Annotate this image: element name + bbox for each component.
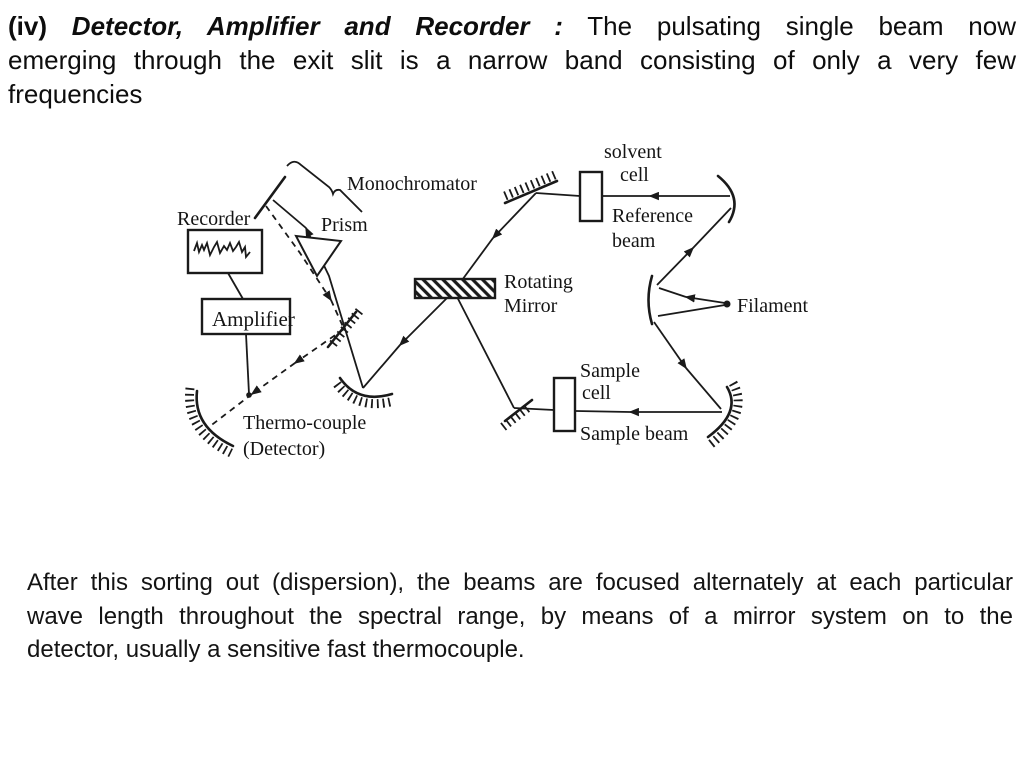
prism-shape [296,236,341,276]
recorder-label: Recorder [177,208,251,230]
heading-line-2: emerging through the exit slit is a narrow band consisting of only a very few [8,45,1016,75]
prism-label: Prism [321,214,368,236]
monochromator-label: Monochromator [347,173,477,195]
sample-cell-label-1: Sample [580,360,640,382]
heading-line1-rest: The pulsating single beam now [587,11,1016,41]
solvent-cell-label-2: cell [620,164,649,186]
recorder-box [188,230,262,273]
solvent-cell-shape [580,172,602,221]
body-paragraph [27,566,1013,667]
filament-dot [724,301,731,308]
solvent-cell-label-1: solvent [604,141,662,163]
sample-cell-label-2: cell [582,382,611,404]
heading-line-1 [8,9,1016,43]
monochromator-curved-mirror [337,378,394,404]
monochromator-entrance-mirror [255,177,285,218]
heading-paragraph [8,9,1016,111]
heading-line-3: frequencies [8,79,143,109]
rotating-mirror-label-1: Rotating [504,271,573,293]
body-line-2: wave length throughout the spectral range, by means of a mirror system on to the [27,602,1013,630]
filament-label: Filament [737,295,809,317]
reference-beam-label-1: Reference [612,205,694,227]
rotating-mirror [415,279,495,298]
wires [228,273,252,398]
body-line-3: detector, usually a sensitive fast thermocouple. [27,636,525,663]
heading-marker: (iv) [8,11,47,41]
thermocouple-label-2: (Detector) [243,438,326,460]
body-line-1: After this sorting out (dispersion), the beams are focused alternately at each particular [27,569,1013,596]
rotating-mirror-label-2: Mirror [504,295,558,317]
reference-curved-mirror [718,176,734,222]
sample-curved-mirror [708,383,738,444]
amplifier-label: Amplifier [212,307,295,331]
thermocouple-label-1: Thermo-couple [243,412,367,434]
sample-beam-label: Sample beam [580,423,689,445]
source-beam-path [654,208,731,409]
filament-condensing-mirror [649,276,653,324]
thermocouple-curved-mirror [190,388,233,453]
sample-cell-shape [554,378,575,431]
thermocouple-junction [246,392,252,398]
reference-beam-label-2: beam [612,230,656,252]
exit-slit-mirror [328,309,361,347]
sample-flat-mirror [503,400,532,427]
heading-title: Detector, Amplifier and Recorder : [71,11,563,41]
